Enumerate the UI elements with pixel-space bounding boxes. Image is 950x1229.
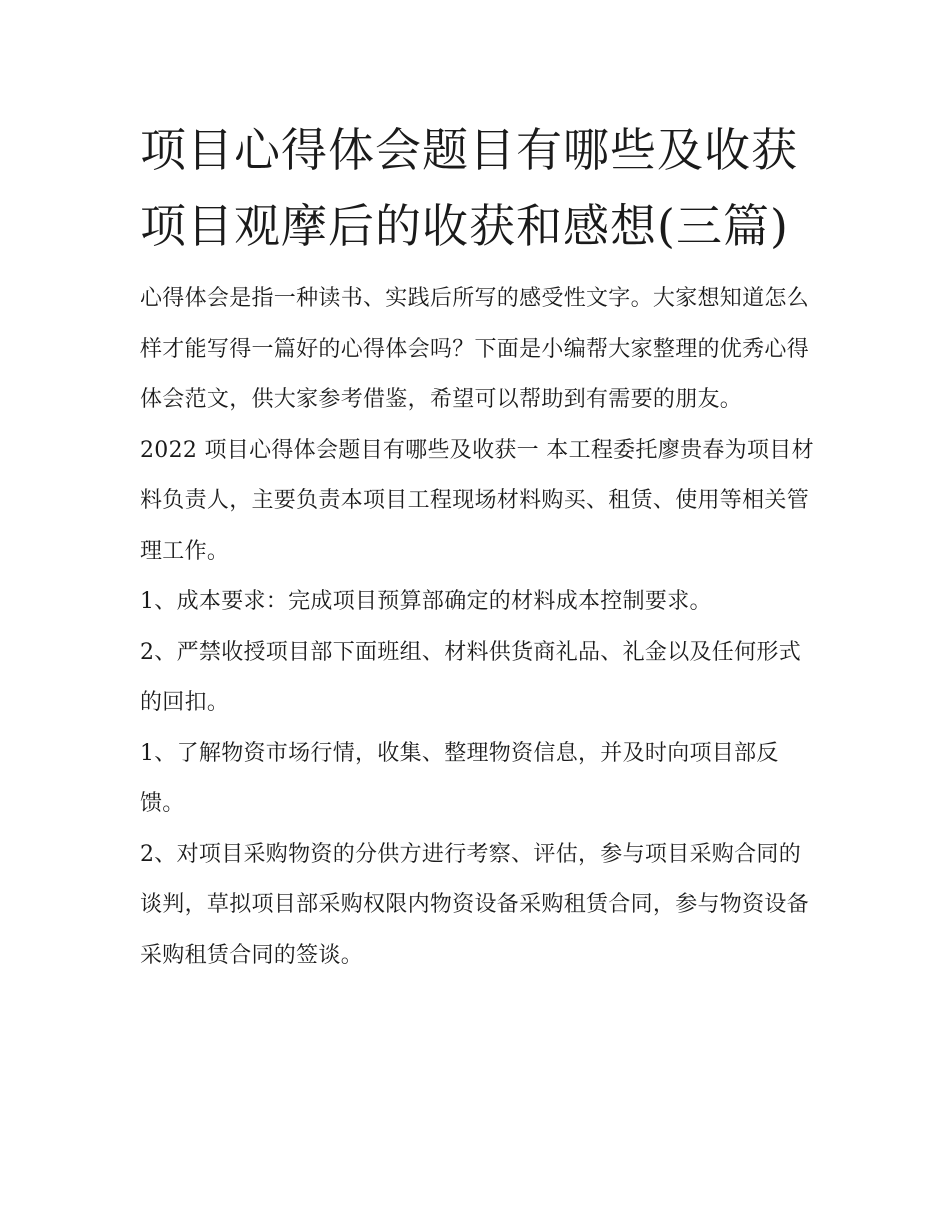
paragraph-cost-requirement: 1、成本要求：完成项目预算部确定的材料成本控制要求。 (140, 589, 712, 614)
paragraph-supplier-evaluation: 2、对项目采购物资的分供方进行考察、评估，参与项目采购合同的谈判，草拟项目部采购权限内物资设备采购租赁合同，参与物资设备采购租赁合同的签谈。 (140, 841, 810, 968)
paragraph-gift-prohibition: 2、严禁收授项目部下面班组、材料供货商礼品、礼金以及任何形式的回扣。 (140, 639, 801, 715)
document-title: 项目心得体会题目有哪些及收获 项目观摩后的收获和感想(三篇) (140, 123, 798, 253)
paragraph-intro: 心得体会是指一种读书、实践后所写的感受性文字。大家想知道怎么样才能写得一篇好的心得体会吗？下面是小编帮大家整理的优秀心得体会范文，供大家参考借鉴，希望可以帮助到有需要的朋友。 (140, 286, 810, 412)
document-page (140, 112, 820, 981)
paragraph-market-research: 1、了解物资市场行情，收集、整理物资信息，并及时向项目部反馈。 (140, 740, 779, 816)
paragraph-project-intro: 2022 项目心得体会题目有哪些及收获一 本工程委托廖贵春为项目材料负责人，主要负责本项目工程现场材料购买、租赁、使用等相关管理工作。 (140, 437, 814, 564)
